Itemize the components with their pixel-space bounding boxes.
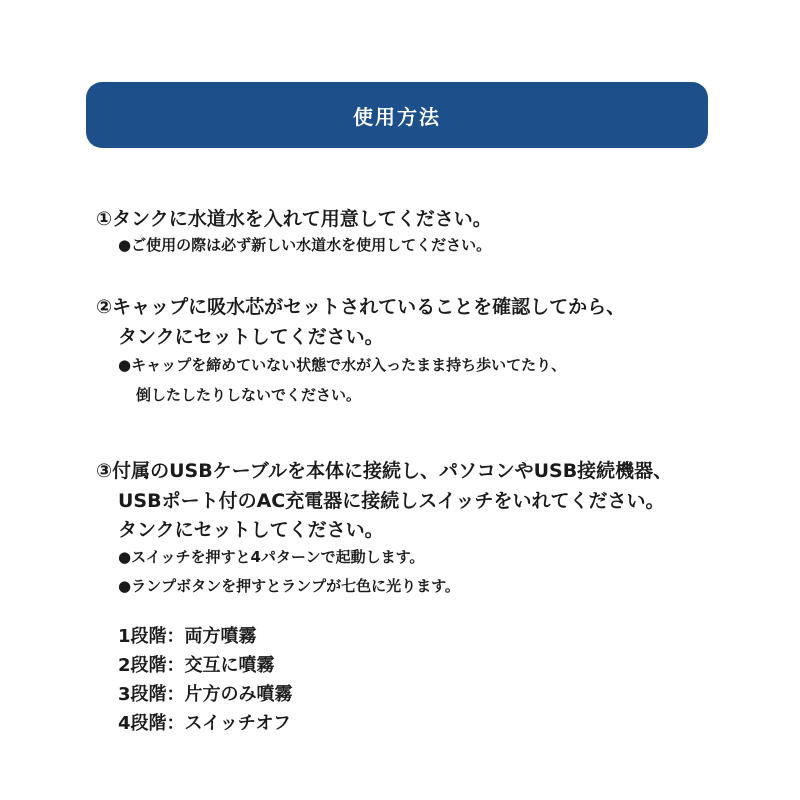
stage-item-4: 4段階：スイッチオフ xyxy=(118,713,291,734)
step3-note-line2: ●ランプボタンを押すとランプが七色に光ります。 xyxy=(118,577,460,595)
stage-item-1: 1段階：両方噴霧 xyxy=(118,626,257,647)
step2-instruction-line1: ②キャップに吸水芯がセットされていることを確認してから、 xyxy=(96,296,626,318)
step3-instruction-line1: ③付属のUSBケーブルを本体に接続し、パソコンやUSB接続機器、 xyxy=(96,460,673,482)
page-title: 使用方法 xyxy=(353,104,441,129)
step3-instruction-line2: USBポート付のAC充電器に接続しスイッチをいれてください。 xyxy=(118,490,665,512)
step2-instruction-line2: タンクにセットしてください。 xyxy=(118,326,384,348)
step3-note-line1: ●スイッチを押すと4パターンで起動します。 xyxy=(118,548,425,566)
stage-item-2: 2段階：交互に噴霧 xyxy=(118,655,275,676)
stage-item-3: 3段階：片方のみ噴霧 xyxy=(118,684,293,705)
step1-note: ●ご使用の際は必ず新しい水道水を使用してください。 xyxy=(118,236,492,254)
step3-instruction-line3: タンクにセットしてください。 xyxy=(118,519,384,541)
step2-note-line1: ●キャップを締めていない状態で水が入ったまま持ち歩いてたり、 xyxy=(118,356,567,374)
step2-note-line2: 倒したしたりしないでください。 xyxy=(136,386,362,404)
step1-instruction: ①タンクに水道水を入れて用意してください。 xyxy=(96,208,492,230)
header-bar xyxy=(86,82,708,148)
